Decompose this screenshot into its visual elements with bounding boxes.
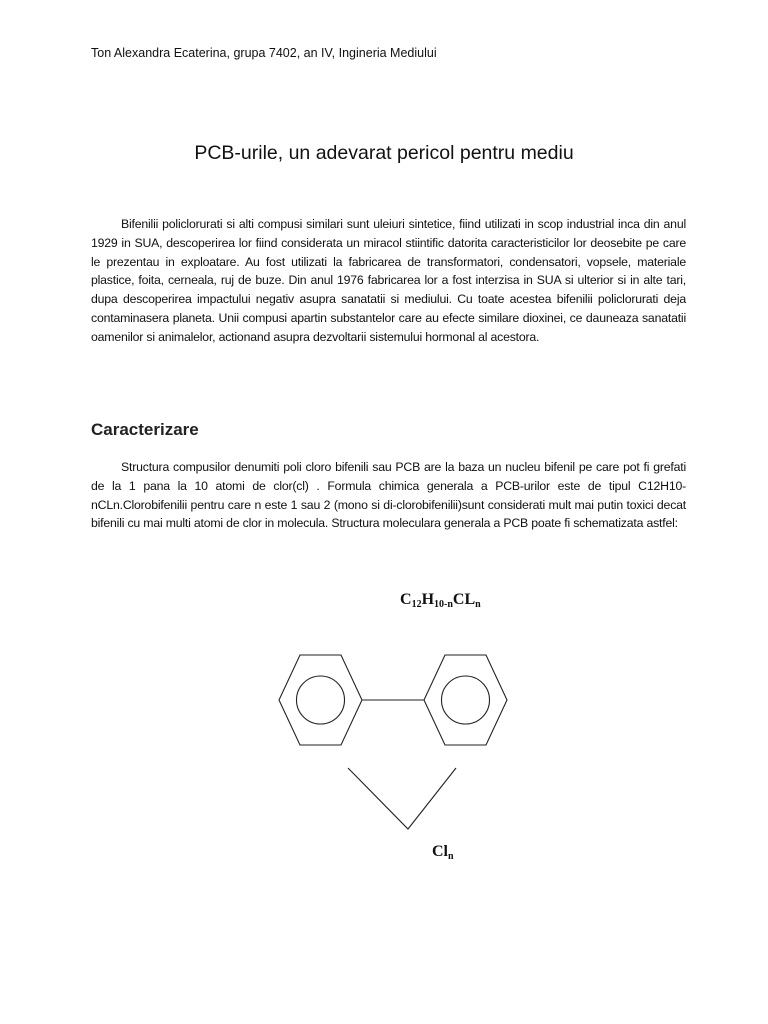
formula-chlorine-count: n [475,599,481,610]
right-ring-aromatic-circle [442,676,490,724]
chemical-formula [400,591,481,610]
chlorine-symbol: Cl [432,843,448,860]
left-benzene-ring [279,655,362,745]
biphenyl-structure-diagram [260,645,540,840]
chlorine-label [432,843,454,862]
right-benzene-ring [424,655,507,745]
formula-carbon: C [400,591,412,608]
section-heading-caracterizare: Caracterizare [91,420,199,439]
author-header: Ton Alexandra Ecaterina, grupa 7402, an IV, Ingineria Mediului [91,46,437,60]
formula-hydrogen: H [421,591,435,608]
formula-hydrogen-count: 10-n [434,599,453,610]
chlorine-substitution-bracket [348,768,456,829]
chlorine-count: n [448,851,454,862]
section-paragraph: Structura compusilor denumiti poli cloro bifenili sau PCB are la baza un nucleu bifenil pe care pot fi grefati de la 1 pana la 10 atomi de clor(cl) . Formula chimica generala a PCB-urilor este de tipul C12H10-nCLn.Clorobifenilii pentru care n este 1 sau 2 (mono si di-clorobifenilii)sunt considerati mult mai putin toxici decat bifenili cu mai multi atomi de clor in molecula. Structura moleculara generala a PCB poate fi schematizata astfel: [91,460,686,531]
formula-carbon-count: 12 [411,599,422,610]
formula-chlorine: CL [452,591,476,608]
document-title: PCB-urile, un adevarat pericol pentru mediu [194,142,574,164]
intro-paragraph: Bifenilii policlorurati si alti compusi similari sunt uleiuri sintetice, fiind utilizati in scop industrial inca din anul 1929 in SUA, descoperirea lor fiind considerata un miracol stiintific datorita caracteristicilor lor deosebite pe care le prezentau in exploatare. Au fost utilizati la fabricarea de transformatori, condensatori, vopsele, materiale plastice, foita, cerneala, ruj de buze. Din anul 1976 fabricarea lor a fost interzisa in SUA si ulterior si in alte tari, dupa descoperirea impactului negativ asupra sanatatii si mediului. Cu toate acestea bifenilii policlorurati deja contaminasera planeta. Unii compusi apartin substantelor care au efecte similare dioxinei, ce dauneaza sanatatii oamenilor si animalelor, actionand asupra dezvoltarii sistemului hormonal al acestora. [91,217,686,344]
left-ring-aromatic-circle [297,676,345,724]
